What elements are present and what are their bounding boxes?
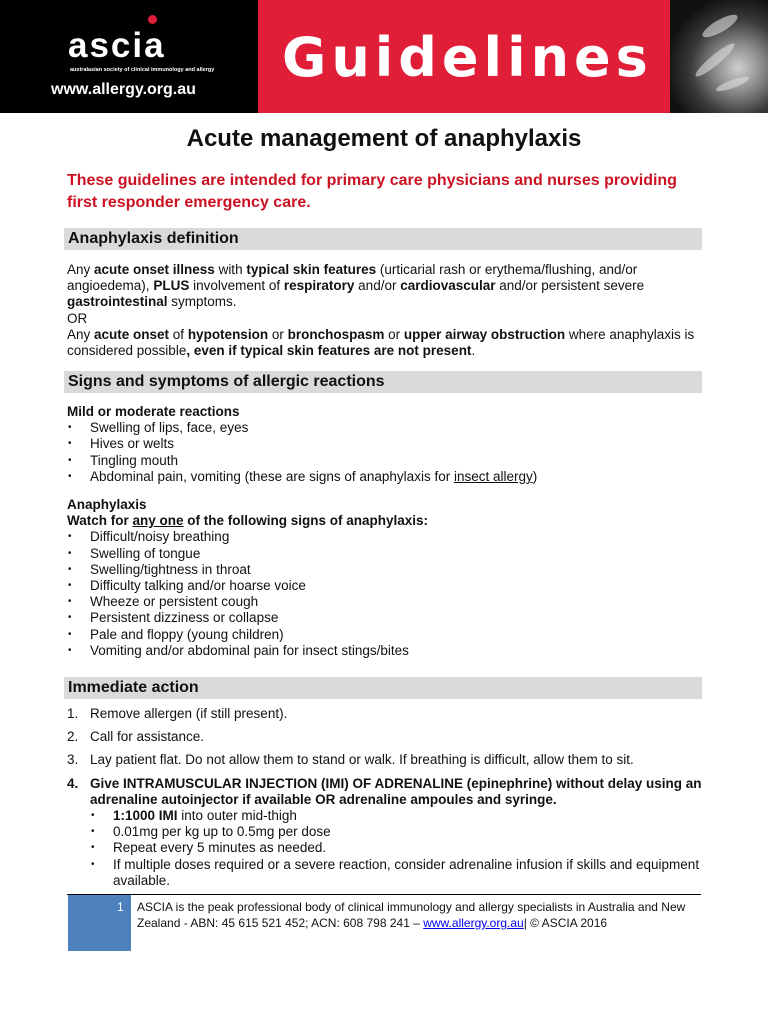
list-item: • Difficulty talking and/or hoarse voice bbox=[67, 578, 707, 594]
list-item: • Swelling of lips, face, eyes bbox=[67, 420, 707, 436]
definition-text: Any acute onset illness with typical skin features (urticarial rash or erythema/flushing, and/or angioedema), PLUS involvement of respiratory and/or cardiovascular and/or persistent severe gastrointestinal symptoms. OR Any acute onset of hypotension or bronchospasm or upper airway obstruction where anaphylaxis is considered possible, even if typical skin features are not present. bbox=[67, 262, 707, 359]
banner-title: Guidelines bbox=[282, 26, 653, 89]
list-item: • Pale and floppy (young children) bbox=[67, 627, 707, 643]
decorative-image bbox=[670, 0, 768, 113]
action-step: 3. Lay patient flat. Do not allow them to stand or walk. If breathing is difficult, allow them to sit. bbox=[67, 752, 634, 768]
section-heading-signs: Signs and symptoms of allergic reactions bbox=[64, 371, 702, 393]
mild-heading: Mild or moderate reactions bbox=[67, 404, 240, 419]
section-heading-action: Immediate action bbox=[64, 677, 702, 699]
list-item: • Repeat every 5 minutes as needed. bbox=[90, 840, 707, 856]
action-steps bbox=[67, 706, 707, 889]
action-content bbox=[67, 706, 707, 889]
website-url[interactable]: www.allergy.org.au bbox=[51, 81, 196, 98]
list-item: • Swelling/tightness in throat bbox=[67, 562, 707, 578]
list-item: • Wheeze or persistent cough bbox=[67, 594, 707, 610]
list-item: • If multiple doses required or a severe reaction, consider adrenaline infusion if skills and equipment available. bbox=[90, 857, 707, 889]
logo-flame-icon bbox=[148, 15, 157, 24]
watch-instruction: Watch for any one of the following signs of anaphylaxis: bbox=[67, 513, 429, 529]
insect-allergy-link[interactable]: insect allergy bbox=[453, 468, 533, 484]
list-item: • Difficult/noisy breathing bbox=[67, 529, 707, 545]
signs-content bbox=[67, 404, 707, 659]
or-separator: OR bbox=[67, 310, 88, 326]
list-item: • Swelling of tongue bbox=[67, 546, 707, 562]
list-item: • Vomiting and/or abdominal pain for insect stings/bites bbox=[67, 643, 707, 659]
intro-statement: These guidelines are intended for primary care physicians and nurses providing first responder emergency care. bbox=[67, 172, 677, 211]
header-banner bbox=[0, 0, 768, 113]
list-item: • Tingling mouth bbox=[67, 453, 707, 469]
adrenaline-dosing-list bbox=[90, 808, 707, 889]
action-step: 4. Give INTRAMUSCULAR INJECTION (IMI) OF ADRENALINE (epinephrine) without delay using an adrenaline autoinjector if available OR adrenaline ampoules and syringe. • 1:1000 IMI into outer mid-thigh • 0.01mg per kg up to 0.5mg per dose • Repeat every 5 minutes as needed. • If multiple doses required or a severe reaction, consider adrenaline infusion if skills and equipment available. bbox=[67, 776, 707, 889]
footer-text: ASCIA is the peak professional body of clinical immunology and allergy specialists in Australia and New Zealand - ABN: 45 615 521 452; ACN: 608 798 241 – www.allergy.org.au| © ASCIA 2016 bbox=[137, 900, 686, 930]
action-step: 1. Remove allergen (if still present). bbox=[67, 706, 288, 721]
mild-list bbox=[67, 420, 707, 485]
page-number: 1 bbox=[117, 900, 124, 914]
logo-subtitle: australasian society of clinical immunology and allergy bbox=[70, 67, 215, 73]
action-step: 2. Call for assistance. bbox=[67, 729, 205, 745]
list-item: • Abdominal pain, vomiting (these are signs of anaphylaxis for insect allergy) bbox=[67, 469, 707, 485]
section-heading-definition: Anaphylaxis definition bbox=[64, 228, 702, 250]
anaphylaxis-heading: Anaphylaxis bbox=[67, 497, 147, 513]
list-item: • 0.01mg per kg up to 0.5mg per dose bbox=[90, 824, 707, 840]
anaphylaxis-list bbox=[67, 529, 707, 659]
list-item: • Persistent dizziness or collapse bbox=[67, 610, 707, 626]
footer-website-link[interactable]: www.allergy.org.au bbox=[423, 916, 524, 930]
ascia-logo: ascia bbox=[68, 26, 166, 65]
footer-divider bbox=[67, 894, 701, 895]
list-item: • Hives or welts bbox=[67, 436, 707, 452]
list-item: • 1:1000 IMI into outer mid-thigh bbox=[90, 808, 707, 824]
page-title: Acute management of anaphylaxis bbox=[186, 125, 582, 152]
